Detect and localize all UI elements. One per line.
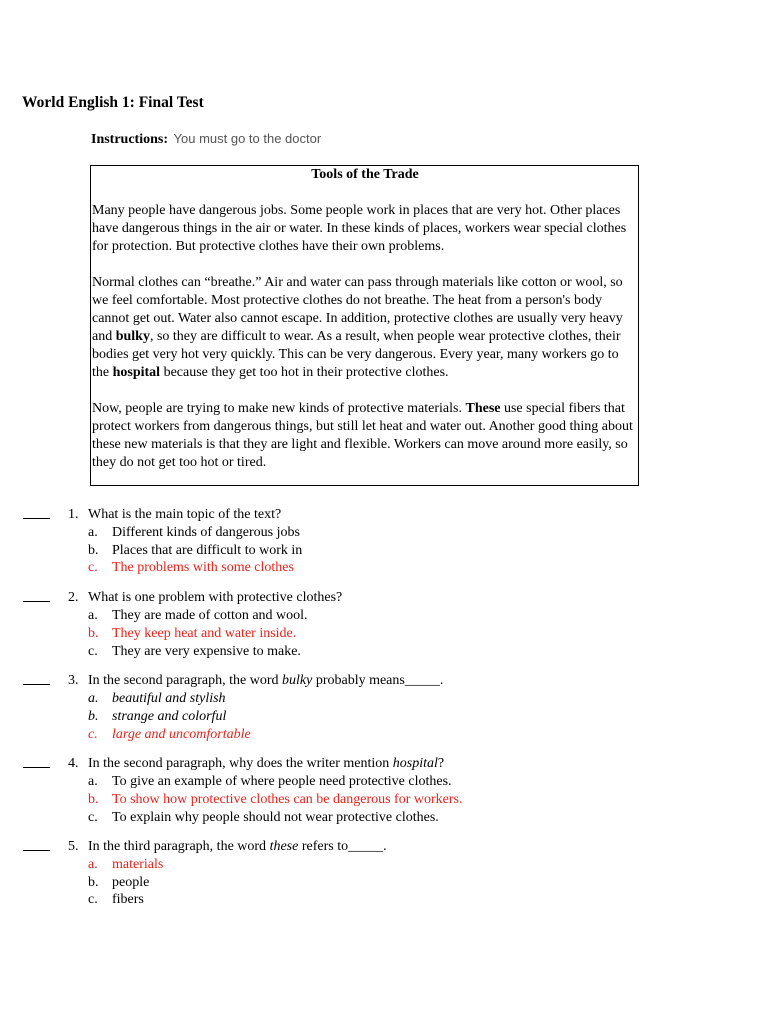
instructions-line: [91, 131, 321, 148]
option-a: a. Different kinds of dangerous jobs: [88, 525, 300, 540]
question-stem: In the second paragraph, the word bulky probably means_____.: [88, 673, 444, 688]
answer-blank[interactable]: [23, 518, 50, 519]
passage-bold-word-bulky: bulky: [115, 329, 150, 344]
answer-blank[interactable]: [23, 850, 50, 851]
passage-title: Tools of the Trade: [311, 167, 419, 182]
question-stem: In the second paragraph, why does the writer mention hospital?: [88, 756, 445, 771]
question-stem: What is one problem with protective clothes?: [88, 590, 343, 605]
reading-passage-box: [90, 165, 639, 486]
document-title: World English 1: Final Test: [22, 94, 204, 111]
option-c-correct: c. The problems with some clothes: [88, 560, 294, 575]
instructions-label: Instructions:: [91, 132, 169, 147]
passage-bold-word-hospital: hospital: [112, 365, 161, 380]
answer-blank[interactable]: [23, 601, 50, 602]
option-a: a. To give an example of where people need protective clothes.: [88, 774, 452, 789]
option-b-correct: b. To show how protective clothes can be dangerous for workers.: [88, 792, 463, 807]
question-stem: What is the main topic of the text?: [88, 507, 282, 522]
question-number: 4.: [68, 756, 79, 771]
option-b: b. Places that are difficult to work in: [88, 542, 303, 558]
option-c: c. They are very expensive to make.: [88, 644, 301, 659]
option-b-correct: b. They keep heat and water inside.: [88, 626, 297, 641]
passage-paragraph-1: Many people have dangerous jobs. Some people work in places that are very hot. Other places have dangerous things in the air or water. In these kinds of places, workers wear special clothes for protection. But protective clothes have their own problems.: [92, 203, 627, 254]
answer-blank[interactable]: [23, 684, 50, 685]
option-c: c. fibers: [88, 892, 144, 907]
option-a: a. They are made of cotton and wool.: [88, 608, 308, 623]
option-b: b. people: [88, 875, 150, 890]
answer-blank[interactable]: [23, 767, 50, 768]
option-b: b. strange and colorful: [88, 709, 227, 724]
passage-paragraph-3: Now, people are trying to make new kinds of protective materials. These use special fibers that protect workers from dangerous things, but still let heat and water out. Another good thing about these new materials is that they are light and flexible. Workers can move around more easily, so they do not get too hot or tired.: [92, 401, 633, 470]
option-c: c. To explain why people should not wear protective clothes.: [88, 810, 439, 825]
question-number: 5.: [68, 839, 79, 854]
option-a: a. beautiful and stylish: [88, 691, 226, 706]
question-number: 2.: [68, 590, 79, 605]
passage-paragraph-2: Normal clothes can “breathe.” Air and water can pass through materials like cotton or wool, so we feel comfortable. Most protective clothes do not breathe. The heat from a person's body cannot get out. Water also cannot escape. In addition, protective clothes are usually very heavy and bulky, so they are difficult to wear. As a result, when people wear protective clothes, their bodies get very hot very quickly. This can be very dangerous. Every year, many workers go to the hospital because they get too hot in their protective clothes.: [92, 275, 623, 380]
question-stem: In the third paragraph, the word these refers to_____.: [88, 839, 387, 854]
question-number: 1.: [68, 507, 79, 522]
option-c-correct: c. large and uncomfortable: [88, 727, 251, 742]
instructions-text: You must go to the doctor: [173, 131, 322, 146]
passage-bold-word-these: These: [465, 401, 501, 416]
question-number: 3.: [68, 673, 79, 688]
option-a-correct: a. materials: [88, 857, 164, 872]
